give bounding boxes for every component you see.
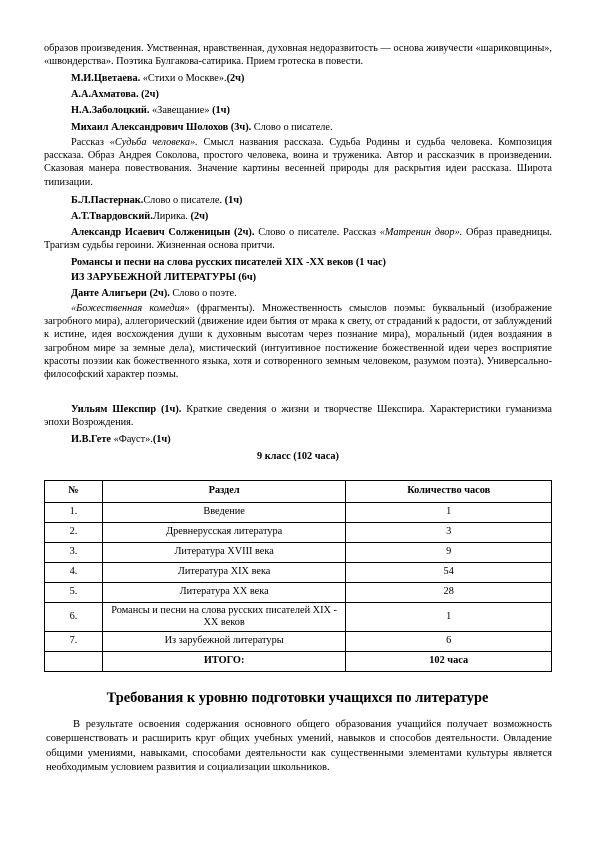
tsvetaeva-line (44, 72, 552, 85)
author-name: И.В.Гете (71, 434, 111, 445)
hours-label: (1ч) (152, 434, 171, 445)
sholokhov-story-paragraph (44, 136, 552, 189)
bulgakov-paragraph-end (44, 42, 552, 68)
hours-label: (2ч) (190, 211, 209, 222)
dante-paragraph (44, 302, 552, 381)
table-row (45, 523, 552, 543)
author-name: А.А.Ахматова. (71, 89, 139, 100)
table-row (45, 563, 552, 583)
goethe-line (44, 433, 552, 446)
author-name: Уильям Шекспир (1ч). (71, 404, 182, 415)
akhmatova-line (44, 88, 552, 101)
cell-num: 1. (45, 503, 103, 523)
author-name: Б.Л.Пастернак. (71, 195, 144, 206)
cell-section: Древнерусская литература (102, 523, 346, 543)
cell-hours: 1 (346, 503, 552, 523)
hours-label: (2ч) (138, 89, 159, 100)
table-row (45, 603, 552, 632)
cell-hours: 54 (346, 563, 552, 583)
work-title: «Фауст». (111, 434, 153, 445)
author-name: Александр Исаевич Солженицын (2ч). (71, 227, 255, 238)
cell-num: 4. (45, 563, 103, 583)
cell-section: Романсы и песни на слова русских писателей XIX -XX веков (102, 603, 346, 632)
cell-num (45, 652, 103, 672)
paragraph-text: Лирика. (152, 211, 191, 222)
cell-num: 7. (45, 632, 103, 652)
cell-hours: 9 (346, 543, 552, 563)
cell-num: 6. (45, 603, 103, 632)
dante-line (44, 287, 552, 300)
pasternak-line (44, 194, 552, 207)
shakespeare-paragraph (44, 403, 552, 429)
section-title: Романсы и песни на слова русских писателей XIX -XX веков (1 час) (71, 257, 386, 268)
table-row (45, 583, 552, 603)
paragraph-text: (фрагменты). Множественность смыслов поэмы: буквальный (изображение загробного мира), аллегорический (движение идеи бытия от мрака к свету, от страданий к радости, от заблуждений к истине, идея восхождения души к духовным высотам через познание мира), моральный (идея воздаяния в загробном мире за земные дела), мистический (интуитивное постижение божественной идеи через восприятие красоты поэзии как божественного языка, хотя и сотворенного земным человеком, разумом поэта). Универсально-философский характер поэмы. (44, 303, 552, 381)
total-label: ИТОГО: (102, 652, 346, 672)
paragraph-text: Смысл названия рассказа. Судьба Родины и судьба человека. Композиция рассказа. Образ Андрея Соколова, простого человека, воина и труженика. Автор и рассказчик в произведении. Сказовая манера повествования. Значение картины весенней природы для раскрытия идеи рассказа. Широта типизации. (44, 137, 552, 188)
author-name: А.Т.Твардовский. (71, 211, 153, 222)
paragraph-text: Слово о писателе. (143, 195, 225, 206)
column-header-num: № (45, 481, 103, 503)
cell-section: Литература XVIII века (102, 543, 346, 563)
romances-line (44, 256, 552, 269)
requirements-heading: Требования к уровню подготовки учащихся по литературе (106, 690, 489, 706)
cell-section: Литература XX века (102, 583, 346, 603)
cell-hours: 6 (346, 632, 552, 652)
grade-title-text: 9 класс (102 часа) (257, 451, 339, 462)
cell-section: Литература XIX века (102, 563, 346, 583)
hours-label: (1ч) (212, 105, 230, 116)
paragraph-text: В результате освоения содержания основного общего образования учащийся получает возможность совершенствовать и расширить круг общих учебных умений, навыков и способов деятельности. Овладение общими умениями, навыками, способами деятельности как существенными элементами культуры является необходимым условием развития и социализации школьников. (46, 719, 552, 774)
intro-text: Слово о писателе. (251, 122, 333, 133)
work-title: «Божественная комедия» (71, 303, 190, 314)
author-name: Н.А.Заболоцкий. (71, 105, 150, 116)
cell-num: 3. (45, 543, 103, 563)
hours-label: (2ч) (226, 73, 245, 84)
table-row (45, 632, 552, 652)
cell-section: Введение (102, 503, 346, 523)
hours-label: (1ч) (224, 195, 243, 206)
tvardovsky-line (44, 210, 552, 223)
cell-hours: 1 (346, 603, 552, 632)
grade-title (44, 450, 552, 463)
table-total-row (45, 652, 552, 672)
cell-hours: 3 (346, 523, 552, 543)
work-title: «Стихи о Москве». (140, 73, 227, 84)
paragraph-text: образов произведения. Умственная, нравственная, духовная недоразвитость — основа живучести «шариковщины», «швондерства». Поэтика Булгакова-сатирика. Прием гротеска в повести. (44, 43, 552, 68)
author-name: Михаил Александрович Шолохов (3ч). (71, 122, 252, 133)
intro-text: Слово о поэте. (169, 288, 237, 299)
cell-num: 5. (45, 583, 103, 603)
sholokhov-line (44, 121, 552, 134)
solzhenitsyn-paragraph (44, 226, 552, 252)
paragraph-text: Слово о писателе. Рассказ (254, 227, 380, 238)
section-heading: ИЗ ЗАРУБЕЖНОЙ ЛИТЕРАТУРЫ (6ч) (71, 272, 257, 283)
cell-section: Из зарубежной литературы (102, 632, 346, 652)
total-hours: 102 часа (346, 652, 552, 672)
paragraph-text: Рассказ (71, 137, 110, 148)
author-name: М.И.Цветаева. (71, 73, 141, 84)
paragraph-text: Краткие сведения о жизни и творчестве Шекспира. Характеристики гуманизма эпохи Возрождения. (44, 404, 552, 429)
cell-hours: 28 (346, 583, 552, 603)
author-name: Данте Алигьери (2ч). (71, 288, 170, 299)
hours-table (44, 480, 552, 672)
work-title: «Матренин двор». (379, 227, 463, 238)
work-title: «Завещание» (149, 105, 213, 116)
table-row (45, 503, 552, 523)
column-header-hours: Количество часов (346, 481, 552, 503)
column-header-section: Раздел (102, 481, 346, 503)
work-title: «Судьба человека». (109, 137, 198, 148)
zabolotsky-line (44, 104, 552, 117)
cell-num: 2. (45, 523, 103, 543)
requirements-paragraph (46, 718, 552, 776)
table-header-row (45, 481, 552, 503)
foreign-literature-heading (44, 271, 552, 284)
table-row (45, 543, 552, 563)
paragraph-text: Образ праведницы. Трагизм судьбы героини. Жизненная основа притчи. (44, 227, 552, 252)
